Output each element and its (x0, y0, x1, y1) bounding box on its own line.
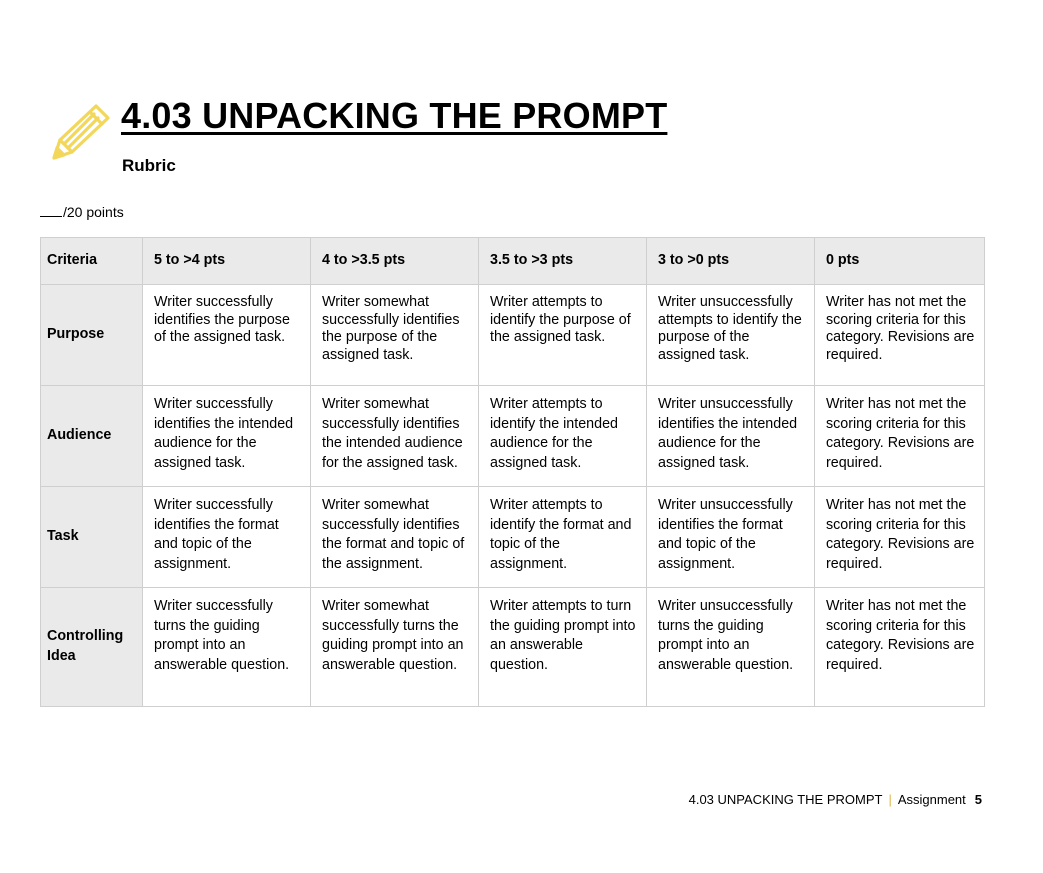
footer-section: Assignment (897, 792, 966, 807)
table-row-task (41, 487, 985, 588)
rubric-cell: Writer has not met the scoring criteria for this category. Revisions are required. (815, 386, 985, 487)
rubric-cell: Writer successfully turns the guiding prompt into an answerable question. (143, 588, 311, 707)
criterion-task: Task (41, 487, 143, 588)
section-subtitle: Rubric (122, 156, 176, 175)
rubric-cell: Writer successfully identifies the purpose of the assigned task. (143, 285, 311, 386)
pencil-icon (48, 100, 114, 164)
rubric-cell: Writer unsuccessfully identifies the format and topic of the assignment. (647, 487, 815, 588)
rubric-cell: Writer has not met the scoring criteria for this category. Revisions are required. (815, 487, 985, 588)
table-header-row (41, 238, 985, 285)
rubric-cell: Writer successfully identifies the format and topic of the assignment. (143, 487, 311, 588)
page-title: 4.03 UNPACKING THE PROMPT (121, 95, 668, 136)
criterion-audience: Audience (41, 386, 143, 487)
rubric-cell: Writer has not met the scoring criteria for this category. Revisions are required. (815, 588, 985, 707)
table-row-purpose (41, 285, 985, 386)
rubric-cell: Writer attempts to turn the guiding prompt into an answerable question. (479, 588, 647, 707)
header-level-5: 0 pts (815, 238, 985, 285)
points-label: /20 points (63, 204, 124, 220)
header-level-4: 3 to >0 pts (647, 238, 815, 285)
header-level-1: 5 to >4 pts (143, 238, 311, 285)
footer-title: 4.03 UNPACKING THE PROMPT (688, 792, 883, 807)
rubric-cell: Writer attempts to identify the intended audience for the assigned task. (479, 386, 647, 487)
rubric-cell: Writer attempts to identify the format and topic of the assignment. (479, 487, 647, 588)
table-row-audience (41, 386, 985, 487)
rubric-cell: Writer attempts to identify the purpose of the assigned task. (479, 285, 647, 386)
page-number: 5 (974, 792, 982, 807)
rubric-cell: Writer unsuccessfully turns the guiding prompt into an answerable question. (647, 588, 815, 707)
rubric-cell: Writer somewhat successfully identifies the intended audience for the assigned task. (311, 386, 479, 487)
rubric-table (40, 237, 985, 707)
header-level-2: 4 to >3.5 pts (311, 238, 479, 285)
points-total (40, 203, 124, 221)
table-row-controlling-idea (41, 588, 985, 707)
rubric-cell: Writer unsuccessfully identifies the intended audience for the assigned task. (647, 386, 815, 487)
rubric-cell: Writer somewhat successfully turns the guiding prompt into an answerable question. (311, 588, 479, 707)
rubric-cell: Writer successfully identifies the intended audience for the assigned task. (143, 386, 311, 487)
rubric-cell: Writer somewhat successfully identifies the purpose of the assigned task. (311, 285, 479, 386)
rubric-cell: Writer unsuccessfully attempts to identify the purpose of the assigned task. (647, 285, 815, 386)
header-criteria: Criteria (41, 238, 143, 285)
page-footer (689, 792, 982, 808)
rubric-cell: Writer somewhat successfully identifies the format and topic of the assignment. (311, 487, 479, 588)
header-level-3: 3.5 to >3 pts (479, 238, 647, 285)
rubric-cell: Writer has not met the scoring criteria for this category. Revisions are required. (815, 285, 985, 386)
criterion-purpose: Purpose (41, 285, 143, 386)
score-blank[interactable] (40, 204, 62, 217)
criterion-controlling-idea: Controlling Idea (41, 588, 143, 707)
footer-separator: | (888, 792, 892, 807)
